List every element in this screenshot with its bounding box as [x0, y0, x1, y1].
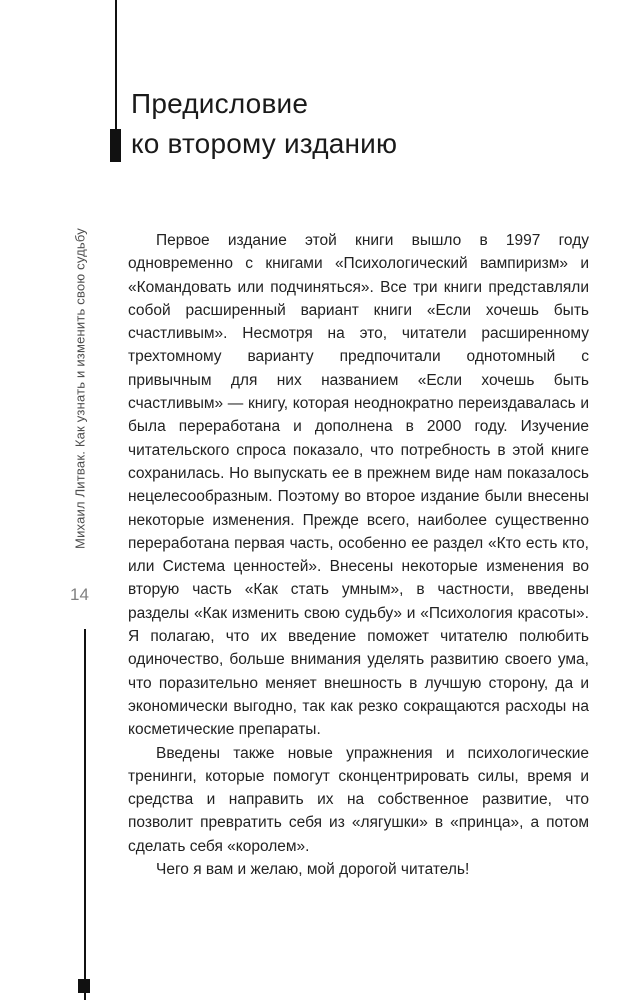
sidebar-book-title: Михаил Литвак. Как узнать и изменить свою судьбу: [72, 228, 88, 549]
paragraph: Чего я вам и желаю, мой дорогой читатель!: [156, 861, 470, 879]
paragraph: Первое издание этой книги вышло в 1997 году одновременно с книгами «Психологический вампиризм» и «Командовать или подчиняться». Все три книги представляли собой расширенный вариант книги «Если хочешь быть счастливым». Несмотря на это, читатели расширенному трехтомному варианту предпочитали однотомный с привычным для них названием «Если хочешь быть счастливым» — книгу, которая неоднократно переиздавалась и была переработана и дополнена в 2000 году. Изучение читательского спроса показало, что потребность в этой книге сохранилась. Но выпускать ее в прежнем виде нам показалось нецелесообразным. Поэтому во второе издание были внесены некоторые изменения. Прежде всего, наиболее существенно переработана первая часть, особенно ее раздел «Кто есть кто, или Система ценностей». Внесены некоторые изменения во вторую часть «Как стать умным», в частности, введены разделы «Как изменить свою судьбу» и «Психология красоты». Я полагаю, что их введение поможет читателю полюбить одиночество, больше внимания уделять развитию своего ума, что поразительно меняет внешность в лучшую сторону, да и экономически выгодно, так как резко сокращаются расходы на косметические препараты.: [128, 232, 589, 739]
chapter-title: [131, 84, 397, 164]
chapter-title-line-1: Предисловие: [131, 88, 309, 119]
chapter-marker-square-top: [110, 129, 121, 162]
page-number: 14: [70, 585, 89, 604]
chapter-title-line-2: ко второму изданию: [131, 128, 398, 159]
paragraph: Введены также новые упражнения и психологические тренинги, которые помогут сконцентрировать силы, время и средства и направить их на собственное развитие, что позволит превратить себя из «лягушки» в «принца», а потом сделать себя «королем».: [128, 744, 589, 855]
body-text: [128, 229, 589, 881]
margin-rule-bottom: [84, 629, 86, 1000]
margin-marker-square-bottom: [78, 979, 90, 993]
